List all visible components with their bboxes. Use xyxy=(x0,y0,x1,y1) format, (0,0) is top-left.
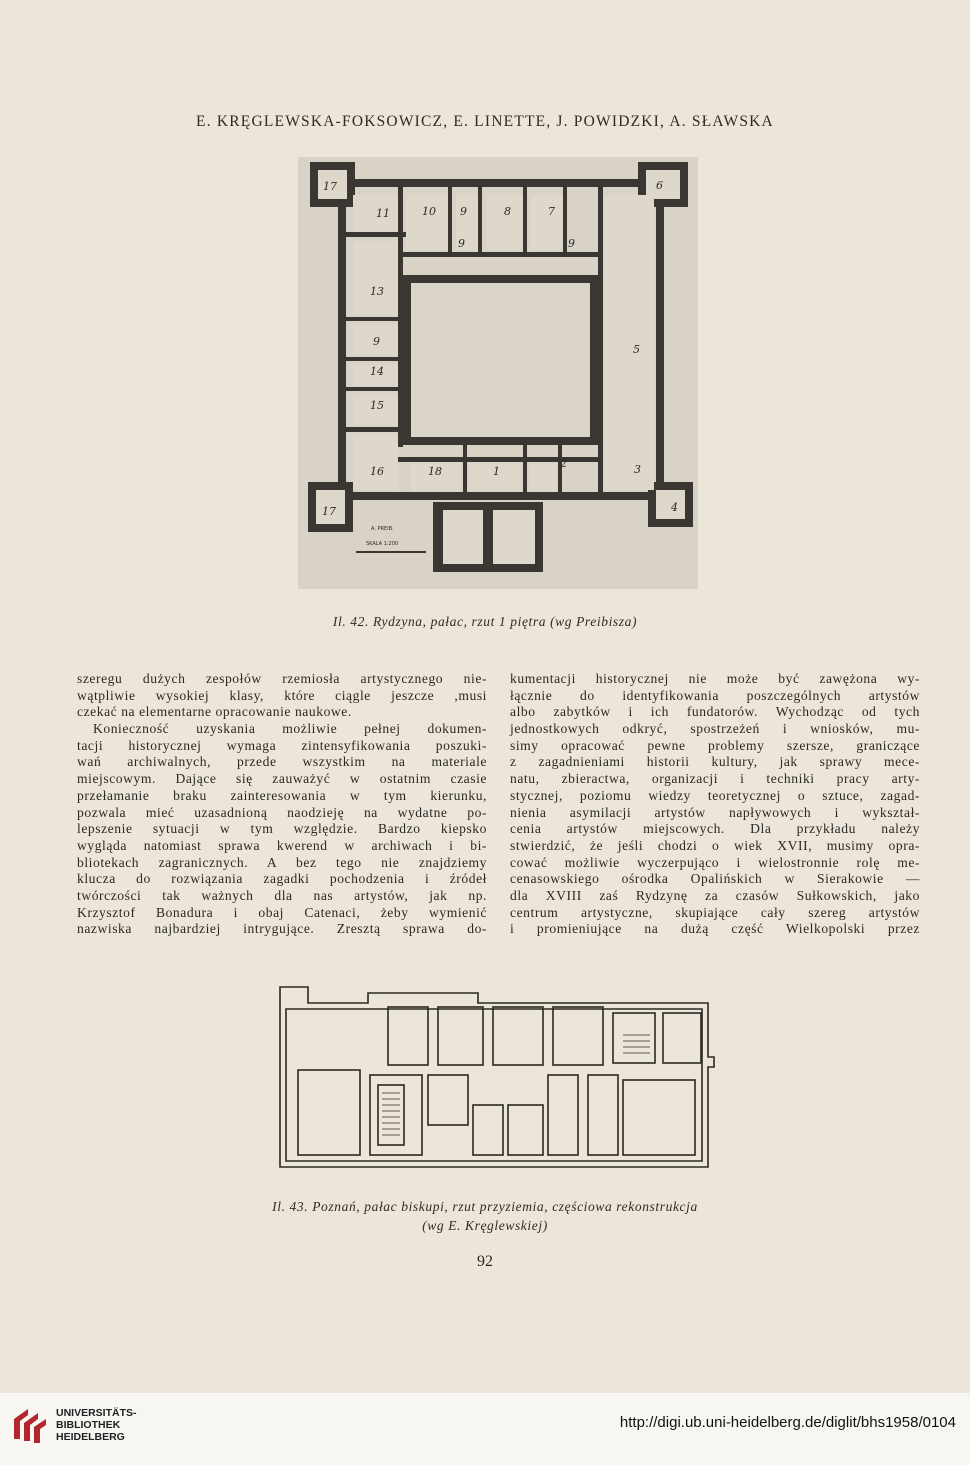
svg-text:9: 9 xyxy=(460,205,467,218)
text-line: pozwala mieć uzasadnioną naodzieję na wydatne po- xyxy=(77,804,487,820)
text-line: Krzysztof Bonadura i obaj Catenaci, żeby wymienić xyxy=(77,904,487,920)
text-line: Konieczność uzyskania możliwie pełnej dokumen- xyxy=(93,721,487,737)
text-line: wygląda natomiast sprawa kwerend w archiwach i bi- xyxy=(77,837,487,853)
text-line: wań archiwalnych, przede wszystkim na materiale xyxy=(77,754,487,770)
right-column xyxy=(510,671,920,938)
digitization-footer xyxy=(0,1393,970,1465)
library-name xyxy=(56,1407,137,1443)
svg-text:10: 10 xyxy=(422,205,436,218)
text-line: kumentacji historycznej nie może być zawężona wy- xyxy=(510,671,920,686)
text-line: z zagadnieniami historii kultury, jak sprawy mece- xyxy=(510,754,920,770)
text-line: przełamanie braku zainteresowania w tym kierunku, xyxy=(77,787,487,803)
text-line: i promieniujące na dużą część Wielkopolski przez xyxy=(510,921,920,937)
svg-text:8: 8 xyxy=(504,205,511,218)
svg-text:2: 2 xyxy=(560,457,567,470)
library-line: UNIVERSITÄTS- xyxy=(56,1407,137,1419)
figure-rydzyna-plan xyxy=(298,157,698,589)
left-column xyxy=(77,671,487,938)
svg-text:11: 11 xyxy=(376,207,390,220)
text-line: cenia artystów miejscowych. Dla przykładu należy xyxy=(510,821,920,837)
svg-text:9: 9 xyxy=(373,335,380,348)
svg-text:17: 17 xyxy=(322,505,336,518)
text-line: klucza do rozwiązania zagadki pochodzenia i źródeł xyxy=(77,871,487,887)
text-line: cenasowskiego ośrodka Opalińskich w Sierakowie — xyxy=(510,871,920,887)
text-line: natu, zbieractwa, organizacji i techniki pracy arty- xyxy=(510,771,920,787)
text-line: nazwiska najbardziej intrygujące. Zresztą sprawa do- xyxy=(77,921,487,937)
figure1-caption: Il. 42. Rydzyna, pałac, rzut 1 piętra (wg Preibisza) xyxy=(332,614,638,629)
svg-text:A. PREIB.: A. PREIB. xyxy=(371,526,394,532)
text-line: dla XVIII zaś Rydzynę za czasów Sułkowskich, jako xyxy=(510,887,920,903)
svg-text:16: 16 xyxy=(370,465,384,478)
text-line: stwierdzić, że jeśli chodzi o wiek XVII, musimy opra- xyxy=(510,837,920,853)
rydzyna-floor-plan-drawing xyxy=(298,157,698,589)
svg-text:17: 17 xyxy=(323,180,337,193)
svg-text:6: 6 xyxy=(656,179,663,192)
library-line: BIBLIOTHEK xyxy=(56,1419,121,1431)
svg-text:15: 15 xyxy=(370,399,384,412)
text-line: nienia asymilacji artystów napływowych i wykształ- xyxy=(510,804,920,820)
poznan-floor-plan-drawing xyxy=(278,985,724,1175)
permalink-url[interactable]: http://digi.ub.uni-heidelberg.de/diglit/bhs1958/0104 xyxy=(619,1414,956,1431)
library-line: HEIDELBERG xyxy=(56,1431,125,1443)
text-line: łącznie do identyfikowania poszczególnych artystów xyxy=(510,687,920,703)
running-head: E. KRĘGLEWSKA-FOKSOWICZ, E. LINETTE, J. POWIDZKI, A. SŁAWSKA xyxy=(196,113,774,130)
text-line: tacji historycznej wymaga zintensyfikowania poszuki- xyxy=(77,737,487,753)
text-line: jednostkowych odkryć, spostrzeżeń i wniosków, mu- xyxy=(510,721,920,737)
text-line: wątpliwie wysokiej klasy, które ciągle jeszcze ,musi xyxy=(77,687,487,703)
text-line: albo zabytków i ich fundatorów. Wychodząc od tych xyxy=(510,704,920,720)
svg-text:9: 9 xyxy=(458,237,465,250)
text-line: miejscowym. Dające się zauważyć w ostatnim czasie xyxy=(77,771,487,787)
svg-text:13: 13 xyxy=(370,285,384,298)
text-line: simy opracować pewne problemy szersze, graniczące xyxy=(510,737,920,753)
svg-text:SKALA 1:200: SKALA 1:200 xyxy=(366,541,399,547)
page-number: 92 xyxy=(477,1253,493,1270)
figure2-caption xyxy=(0,1197,970,1235)
ub-heidelberg-logo-icon xyxy=(10,1405,48,1445)
text-line: twórczości tak ważnych dla nas artystów, jak np. xyxy=(77,887,487,903)
text-line: stycznej, poziomu wiedzy teoretycznej o sztuce, zagad- xyxy=(510,787,920,803)
figure2-caption-line2: (wg E. Kręglewskiej) xyxy=(422,1218,548,1233)
text-line: lepszenie sytuacji w tym względzie. Bardzo kiepsko xyxy=(77,821,487,837)
svg-text:5: 5 xyxy=(633,343,640,356)
figure2-caption-line1: Il. 43. Poznań, pałac biskupi, rzut przyziemia, częściowa rekonstrukcja xyxy=(272,1199,698,1214)
text-line: cować możliwie wyczerpująco i wielostronnie rolę me- xyxy=(510,854,920,870)
svg-text:9: 9 xyxy=(568,237,575,250)
figure-poznan-plan xyxy=(278,985,724,1175)
svg-text:14: 14 xyxy=(370,365,384,378)
svg-text:7: 7 xyxy=(548,205,555,218)
text-line: czekać na elementarne opracowanie naukowe. xyxy=(77,704,352,720)
svg-text:4: 4 xyxy=(671,501,678,514)
text-line: szeregu dużych zespołów rzemiosła artystycznego nie- xyxy=(77,671,487,686)
svg-text:3: 3 xyxy=(634,463,641,476)
svg-text:18: 18 xyxy=(428,465,442,478)
svg-text:1: 1 xyxy=(493,465,500,478)
text-line: centrum artystyczne, skupiające cały szereg artystów xyxy=(510,904,920,920)
text-line: bliotekach zagranicznych. A bez tego nie znajdziemy xyxy=(77,854,487,870)
